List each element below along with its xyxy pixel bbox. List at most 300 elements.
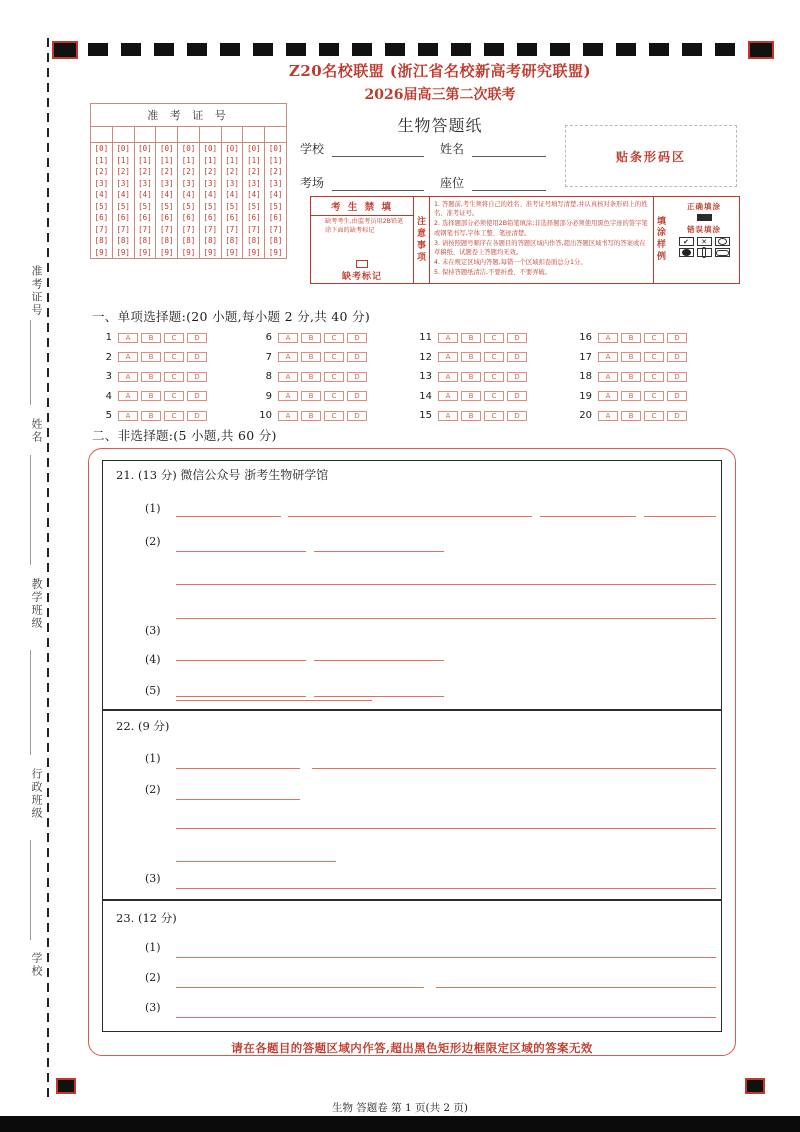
exam-id-bubble[interactable]: [9]: [116, 247, 130, 257]
multiple-choice-row[interactable]: [96, 367, 210, 387]
attention-char-4: 项: [416, 253, 426, 264]
side-label-id: 准考证号: [30, 265, 43, 317]
answer-bubble-b[interactable]: B: [461, 391, 481, 401]
q21-line-2d[interactable]: [176, 618, 716, 619]
answer-bubble-b[interactable]: B: [301, 411, 321, 421]
question-21-points: (13 分): [137, 468, 177, 482]
exam-id-bubble[interactable]: [0]: [94, 144, 109, 153]
exam-id-bubble[interactable]: [1]: [225, 155, 239, 165]
answer-bubble-b[interactable]: B: [301, 391, 321, 401]
exam-id-write-cell[interactable]: [178, 127, 199, 143]
exam-id-bubble[interactable]: [6]: [181, 213, 196, 223]
exam-id-bubble[interactable]: [4]: [225, 190, 239, 200]
answer-bubble-c[interactable]: C: [164, 333, 184, 343]
exam-id-bubble[interactable]: [1]: [181, 155, 196, 165]
field-row-school-name[interactable]: [300, 140, 550, 157]
q22-line-1a[interactable]: [176, 768, 300, 769]
answer-bubble-c[interactable]: C: [324, 391, 344, 401]
answer-bubble-b[interactable]: B: [621, 333, 641, 343]
exam-id-bubble[interactable]: [1]: [247, 155, 261, 165]
answer-bubble-c[interactable]: C: [164, 352, 184, 362]
multiple-choice-column[interactable]: [416, 328, 530, 426]
exam-room-label: 考场: [300, 176, 325, 190]
answer-bubble-a[interactable]: A: [278, 352, 298, 362]
q22-line-1b[interactable]: [312, 768, 716, 769]
q21-line-2b[interactable]: [314, 551, 444, 552]
answer-bubble-a[interactable]: A: [118, 372, 138, 382]
q23-sub-2: (2): [145, 971, 161, 984]
answer-bubble-d[interactable]: D: [667, 372, 687, 382]
q23-line-3a[interactable]: [176, 1017, 716, 1018]
timing-mark: [517, 43, 537, 56]
exam-id-bubble[interactable]: [6]: [225, 213, 239, 223]
name-input[interactable]: [472, 143, 546, 157]
exam-id-bubble[interactable]: [4]: [94, 190, 109, 200]
multiple-choice-column[interactable]: [96, 328, 210, 426]
exam-id-bubble[interactable]: [5]: [116, 201, 130, 211]
exam-id-bubble[interactable]: [1]: [138, 155, 152, 165]
multiple-choice-row[interactable]: [576, 348, 690, 368]
exam-id-grid[interactable]: [90, 103, 287, 259]
answer-bubble-a[interactable]: A: [598, 333, 618, 343]
exam-id-bubble[interactable]: [9]: [225, 247, 239, 257]
exam-id-write-cell[interactable]: [135, 127, 156, 143]
q23-line-2b[interactable]: [436, 987, 716, 988]
q21-line-3b[interactable]: [314, 660, 444, 661]
multiple-choice-row[interactable]: [96, 348, 210, 368]
answer-bubble-c[interactable]: C: [644, 411, 664, 421]
answer-bubble-b[interactable]: B: [141, 411, 161, 421]
exam-id-bubble[interactable]: [7]: [181, 224, 196, 234]
exam-id-bubble[interactable]: [8]: [268, 236, 283, 246]
exam-id-bubble[interactable]: [0]: [225, 144, 239, 153]
question-number: 11: [419, 332, 432, 344]
exam-id-bubble[interactable]: [5]: [138, 201, 152, 211]
exam-id-bubble[interactable]: [6]: [94, 213, 109, 223]
exam-id-bubble[interactable]: [2]: [181, 167, 196, 177]
answer-bubble-b[interactable]: B: [621, 352, 641, 362]
exam-id-bubble[interactable]: [3]: [181, 178, 196, 188]
forbidden-fill-body: 缺考考生,由监考员用2B铅笔涂下面的缺考标记: [325, 218, 404, 234]
multiple-choice-row[interactable]: [576, 406, 690, 426]
answer-bubble-b[interactable]: B: [141, 391, 161, 401]
field-row-room-seat[interactable]: [300, 174, 550, 191]
answer-bubble-b[interactable]: B: [301, 372, 321, 382]
exam-id-bubble[interactable]: [8]: [225, 236, 239, 246]
answer-bubble-d[interactable]: D: [347, 372, 367, 382]
answer-bubble-d[interactable]: D: [667, 352, 687, 362]
instruction-item: 4. 未在规定区域内答题,每错一个区域扣卷面总分1分。: [434, 259, 587, 267]
multiple-choice-row[interactable]: [416, 367, 530, 387]
exam-id-column[interactable]: [135, 127, 157, 258]
answer-bubble-b[interactable]: B: [621, 391, 641, 401]
q21-line-4b[interactable]: [314, 696, 444, 697]
answer-bubble-c[interactable]: C: [324, 352, 344, 362]
exam-id-bubble[interactable]: [4]: [138, 190, 152, 200]
exam-id-bubble[interactable]: [6]: [268, 213, 283, 223]
exam-id-bubble[interactable]: [1]: [116, 155, 130, 165]
exam-id-bubble[interactable]: [0]: [203, 144, 218, 153]
exam-id-bubble[interactable]: [1]: [268, 155, 283, 165]
multiple-choice-column[interactable]: [256, 328, 370, 426]
answer-bubble-c[interactable]: C: [644, 352, 664, 362]
exam-id-column[interactable]: [222, 127, 244, 258]
answer-bubble-d[interactable]: D: [347, 352, 367, 362]
question-21-label: [116, 466, 328, 483]
answer-bubble-a[interactable]: A: [278, 333, 298, 343]
exam-id-bubble[interactable]: [8]: [116, 236, 130, 246]
q22-sub-2: (2): [145, 783, 161, 796]
answer-bubble-c[interactable]: C: [164, 411, 184, 421]
exam-id-column[interactable]: [265, 127, 286, 258]
seat-input[interactable]: [472, 177, 546, 191]
exam-id-bubble[interactable]: [3]: [138, 178, 152, 188]
exam-id-bubble[interactable]: [2]: [94, 167, 109, 177]
exam-room-input[interactable]: [332, 177, 424, 191]
multiple-choice-row[interactable]: [576, 328, 690, 348]
exam-id-write-cell[interactable]: [156, 127, 177, 143]
answer-bubble-b[interactable]: B: [461, 411, 481, 421]
exam-id-bubble[interactable]: [3]: [247, 178, 261, 188]
question-22-points: (9 分): [137, 719, 170, 733]
question-22-box[interactable]: [102, 710, 722, 900]
answer-bubble-c[interactable]: C: [484, 411, 504, 421]
exam-id-bubble[interactable]: [5]: [203, 201, 218, 211]
answer-bubble-a[interactable]: A: [438, 352, 458, 362]
question-number: 18: [579, 371, 592, 383]
exam-id-bubble[interactable]: [1]: [159, 155, 174, 165]
q21-line-2a[interactable]: [176, 551, 306, 552]
exam-id-write-cell[interactable]: [243, 127, 264, 143]
exam-id-bubble[interactable]: [6]: [159, 213, 174, 223]
answer-bubble-a[interactable]: A: [278, 391, 298, 401]
exam-id-bubble[interactable]: [6]: [138, 213, 152, 223]
exam-id-bubble[interactable]: [9]: [138, 247, 152, 257]
exam-id-grid-title: 准 考 证 号: [91, 104, 286, 127]
attention-char-1: 注: [416, 216, 426, 227]
school-input[interactable]: [332, 143, 424, 157]
q21-sub-3: (3): [145, 624, 161, 637]
answer-bubble-c[interactable]: C: [484, 333, 504, 343]
barcode-area-label: 贴条形码区: [615, 149, 686, 164]
answer-bubble-c[interactable]: C: [164, 391, 184, 401]
q23-line-1a[interactable]: [176, 957, 716, 958]
q21-line-4a[interactable]: [176, 696, 306, 697]
exam-id-bubble[interactable]: [9]: [268, 247, 283, 257]
answer-bubble-a[interactable]: A: [118, 391, 138, 401]
q23-line-2a[interactable]: [176, 987, 424, 988]
answer-bubble-c[interactable]: C: [484, 372, 504, 382]
exam-id-bubble[interactable]: [2]: [116, 167, 130, 177]
multiple-choice-row[interactable]: [256, 387, 370, 407]
question-number: 16: [579, 332, 592, 344]
exam-id-bubble[interactable]: [4]: [116, 190, 130, 200]
question-number: 15: [419, 410, 432, 422]
multiple-choice-row[interactable]: [416, 328, 530, 348]
answer-bubble-d[interactable]: D: [187, 352, 207, 362]
multiple-choice-row[interactable]: [96, 387, 210, 407]
fill-sample-box: [653, 197, 739, 283]
exam-id-bubble[interactable]: [5]: [94, 201, 109, 211]
wrong-fill-row-1: [669, 237, 739, 246]
exam-id-bubble[interactable]: [3]: [94, 178, 109, 188]
q21-line-1b[interactable]: [288, 516, 532, 517]
answer-bubble-c[interactable]: C: [324, 333, 344, 343]
side-label-name: 姓名: [30, 418, 43, 444]
answer-bubble-d[interactable]: D: [667, 333, 687, 343]
answer-bubble-d[interactable]: D: [507, 333, 527, 343]
answer-bubble-a[interactable]: A: [438, 391, 458, 401]
q22-line-3a[interactable]: [176, 888, 716, 889]
answer-bubble-d[interactable]: D: [507, 372, 527, 382]
question-23-points: (12 分): [137, 911, 177, 925]
answer-bubble-d[interactable]: D: [347, 411, 367, 421]
answer-bubble-a[interactable]: A: [598, 372, 618, 382]
question-number: 4: [105, 390, 112, 402]
exam-id-bubble[interactable]: [7]: [225, 224, 239, 234]
exam-id-bubble[interactable]: [8]: [181, 236, 196, 246]
exam-id-write-cell[interactable]: [265, 127, 286, 143]
q22-line-2a[interactable]: [176, 799, 300, 800]
question-23-box[interactable]: [102, 900, 722, 1032]
answer-bubble-b[interactable]: B: [461, 372, 481, 382]
answer-bubble-c[interactable]: C: [644, 391, 664, 401]
timing-mark: [451, 43, 471, 56]
exam-id-bubble[interactable]: [2]: [138, 167, 152, 177]
exam-id-bubble[interactable]: [2]: [159, 167, 174, 177]
answer-bubble-a[interactable]: A: [278, 411, 298, 421]
sheet-title: 生物答题纸: [397, 116, 483, 135]
multiple-choice-row[interactable]: [256, 328, 370, 348]
exam-id-column[interactable]: [113, 127, 135, 258]
answer-bubble-a[interactable]: A: [438, 411, 458, 421]
answer-bubble-b[interactable]: B: [301, 352, 321, 362]
exam-id-bubble[interactable]: [0]: [159, 144, 174, 153]
timing-mark: [319, 43, 339, 56]
answer-bubble-b[interactable]: B: [621, 411, 641, 421]
exam-id-bubble[interactable]: [9]: [203, 247, 218, 257]
sample-char-1: 填: [656, 216, 666, 227]
answer-bubble-a[interactable]: A: [118, 352, 138, 362]
multiple-choice-row[interactable]: [416, 406, 530, 426]
answer-bubble-a[interactable]: A: [118, 333, 138, 343]
answer-bubble-c[interactable]: C: [644, 333, 664, 343]
page-footer: 生物 答题卷 第 1 页(共 2 页): [331, 1102, 469, 1114]
answer-bubble-d[interactable]: D: [347, 333, 367, 343]
exam-id-bubble[interactable]: [9]: [247, 247, 261, 257]
answer-bubble-d[interactable]: D: [187, 372, 207, 382]
exam-id-bubble[interactable]: [7]: [247, 224, 261, 234]
exam-id-bubble[interactable]: [7]: [94, 224, 109, 234]
exam-id-bubble[interactable]: [1]: [94, 155, 109, 165]
answer-bubble-a[interactable]: A: [598, 352, 618, 362]
multiple-choice-row[interactable]: [576, 387, 690, 407]
multiple-choice-row[interactable]: [96, 406, 210, 426]
answer-bubble-a[interactable]: A: [118, 411, 138, 421]
multiple-choice-column[interactable]: [576, 328, 690, 426]
exam-id-column[interactable]: [156, 127, 178, 258]
timing-mark: [418, 43, 438, 56]
exam-id-bubble[interactable]: [7]: [116, 224, 130, 234]
timing-mark: [352, 43, 372, 56]
answer-bubble-a[interactable]: A: [278, 372, 298, 382]
answer-bubble-d[interactable]: D: [347, 391, 367, 401]
answer-bubble-c[interactable]: C: [324, 372, 344, 382]
answer-bubble-d[interactable]: D: [507, 391, 527, 401]
q22-sub-3: (3): [145, 872, 161, 885]
question-number: 13: [419, 371, 432, 383]
answer-bubble-b[interactable]: B: [141, 352, 161, 362]
absence-mark-label: 缺考标记: [341, 272, 382, 282]
exam-id-bubble[interactable]: [0]: [268, 144, 283, 153]
multiple-choice-row[interactable]: [256, 367, 370, 387]
multiple-choice-row[interactable]: [96, 328, 210, 348]
exam-id-bubble[interactable]: [0]: [138, 144, 152, 153]
exam-id-bubble[interactable]: [9]: [94, 247, 109, 257]
exam-id-write-cell[interactable]: [200, 127, 221, 143]
exam-id-bubble[interactable]: [8]: [94, 236, 109, 246]
exam-id-bubble[interactable]: [5]: [247, 201, 261, 211]
answer-bubble-c[interactable]: C: [644, 372, 664, 382]
question-number: 7: [265, 351, 272, 363]
question-number: 12: [419, 351, 432, 363]
side-label-admin-class: 行政班级: [30, 768, 43, 820]
answer-bubble-d[interactable]: D: [187, 411, 207, 421]
question-21-extra: 微信公众号 浙考生物研学馆: [180, 468, 329, 482]
exam-id-bubble[interactable]: [0]: [116, 144, 130, 153]
question-number: 20: [579, 410, 592, 422]
answer-bubble-b[interactable]: B: [461, 333, 481, 343]
oval-mark-icon: [715, 248, 730, 257]
exam-id-bubble[interactable]: [3]: [116, 178, 130, 188]
answer-bubble-d[interactable]: D: [507, 352, 527, 362]
multiple-choice-row[interactable]: [416, 387, 530, 407]
exam-id-bubble[interactable]: [7]: [138, 224, 152, 234]
q21-line-2c[interactable]: [176, 584, 716, 585]
answer-bubble-c[interactable]: C: [484, 352, 504, 362]
exam-id-bubble[interactable]: [5]: [268, 201, 283, 211]
exam-id-bubble[interactable]: [8]: [159, 236, 174, 246]
question-22-label: [116, 718, 169, 734]
answer-bubble-d[interactable]: D: [667, 411, 687, 421]
answer-bubble-d[interactable]: D: [187, 391, 207, 401]
exam-id-bubble[interactable]: [5]: [159, 201, 174, 211]
exam-id-bubble[interactable]: [2]: [247, 167, 261, 177]
name-label: 姓名: [440, 142, 465, 156]
exam-id-bubble[interactable]: [6]: [203, 213, 218, 223]
exam-id-column[interactable]: [178, 127, 200, 258]
exam-id-bubble[interactable]: [5]: [225, 201, 239, 211]
multiple-choice-row[interactable]: [256, 406, 370, 426]
timing-mark: [220, 43, 240, 56]
answer-bubble-b[interactable]: B: [141, 372, 161, 382]
exam-id-bubble[interactable]: [2]: [203, 167, 218, 177]
answer-bubble-b[interactable]: B: [621, 372, 641, 382]
exam-id-bubble[interactable]: [9]: [159, 247, 174, 257]
exam-id-grid-columns[interactable]: [91, 127, 286, 258]
exam-id-write-cell[interactable]: [91, 127, 112, 143]
exam-id-column[interactable]: [200, 127, 222, 258]
exam-id-bubble[interactable]: [7]: [268, 224, 283, 234]
exam-id-bubble[interactable]: [9]: [181, 247, 196, 257]
answer-bubble-a[interactable]: A: [438, 333, 458, 343]
answer-bubble-c[interactable]: C: [324, 411, 344, 421]
exam-id-column[interactable]: [243, 127, 265, 258]
exam-id-bubble[interactable]: [3]: [225, 178, 239, 188]
q21-line-1d[interactable]: [644, 516, 716, 517]
q22-line-2b[interactable]: [176, 828, 716, 829]
exam-id-bubble[interactable]: [3]: [159, 178, 174, 188]
question-number: 5: [105, 410, 112, 422]
exam-id-bubble[interactable]: [6]: [247, 213, 261, 223]
exam-id-bubble[interactable]: [0]: [247, 144, 261, 153]
q22-sub-1: (1): [145, 752, 161, 765]
exam-id-bubble[interactable]: [8]: [203, 236, 218, 246]
q21-line-1a[interactable]: [176, 516, 281, 517]
answer-bubble-b[interactable]: B: [461, 352, 481, 362]
exam-id-column[interactable]: [91, 127, 113, 258]
question-23-number: 23.: [116, 911, 135, 925]
school-label: 学校: [300, 142, 325, 156]
exam-id-bubble[interactable]: [8]: [247, 236, 261, 246]
q21-line-1c[interactable]: [540, 516, 636, 517]
question-number: 2: [105, 351, 112, 363]
answer-bubble-a[interactable]: A: [598, 391, 618, 401]
answer-bubble-d[interactable]: D: [667, 391, 687, 401]
answer-bubble-d[interactable]: D: [187, 333, 207, 343]
multiple-choice-row[interactable]: [256, 348, 370, 368]
exam-id-bubble[interactable]: [1]: [203, 155, 218, 165]
exam-id-bubble[interactable]: [2]: [268, 167, 283, 177]
answer-bubble-c[interactable]: C: [484, 391, 504, 401]
exam-id-bubble[interactable]: [4]: [181, 190, 196, 200]
exam-id-bubble[interactable]: [7]: [159, 224, 174, 234]
q21-line-3a[interactable]: [176, 660, 306, 661]
answer-bubble-a[interactable]: A: [598, 411, 618, 421]
timing-mark: [484, 43, 504, 56]
exam-id-bubble[interactable]: [5]: [181, 201, 196, 211]
exam-id-bubble[interactable]: [7]: [203, 224, 218, 234]
exam-id-bubble[interactable]: [4]: [247, 190, 261, 200]
q21-line-5a[interactable]: [176, 700, 372, 701]
exam-id-bubble[interactable]: [6]: [116, 213, 130, 223]
exam-id-bubble[interactable]: [0]: [181, 144, 196, 153]
sample-char-4: 例: [656, 251, 666, 262]
question-number: 9: [265, 390, 272, 402]
exam-id-bubble[interactable]: [4]: [159, 190, 174, 200]
answer-bubble-b[interactable]: B: [141, 333, 161, 343]
exam-id-bubble[interactable]: [4]: [268, 190, 283, 200]
timing-mark: [715, 43, 735, 56]
exam-id-write-cell[interactable]: [222, 127, 243, 143]
multiple-choice-row[interactable]: [416, 348, 530, 368]
question-number: 1: [105, 332, 112, 344]
exam-id-bubble[interactable]: [3]: [203, 178, 218, 188]
question-23-label: [116, 910, 177, 926]
exam-id-bubble[interactable]: [8]: [138, 236, 152, 246]
exam-id-bubble[interactable]: [3]: [268, 178, 283, 188]
absence-bubble[interactable]: [356, 260, 368, 268]
multiple-choice-row[interactable]: [576, 367, 690, 387]
q22-line-2c[interactable]: [176, 861, 336, 862]
answer-bubble-c[interactable]: C: [164, 372, 184, 382]
answer-bubble-d[interactable]: D: [507, 411, 527, 421]
exam-id-bubble[interactable]: [4]: [203, 190, 218, 200]
answer-bubble-b[interactable]: B: [301, 333, 321, 343]
exam-id-bubble[interactable]: [2]: [225, 167, 239, 177]
answer-bubble-a[interactable]: A: [438, 372, 458, 382]
exam-id-write-cell[interactable]: [113, 127, 134, 143]
